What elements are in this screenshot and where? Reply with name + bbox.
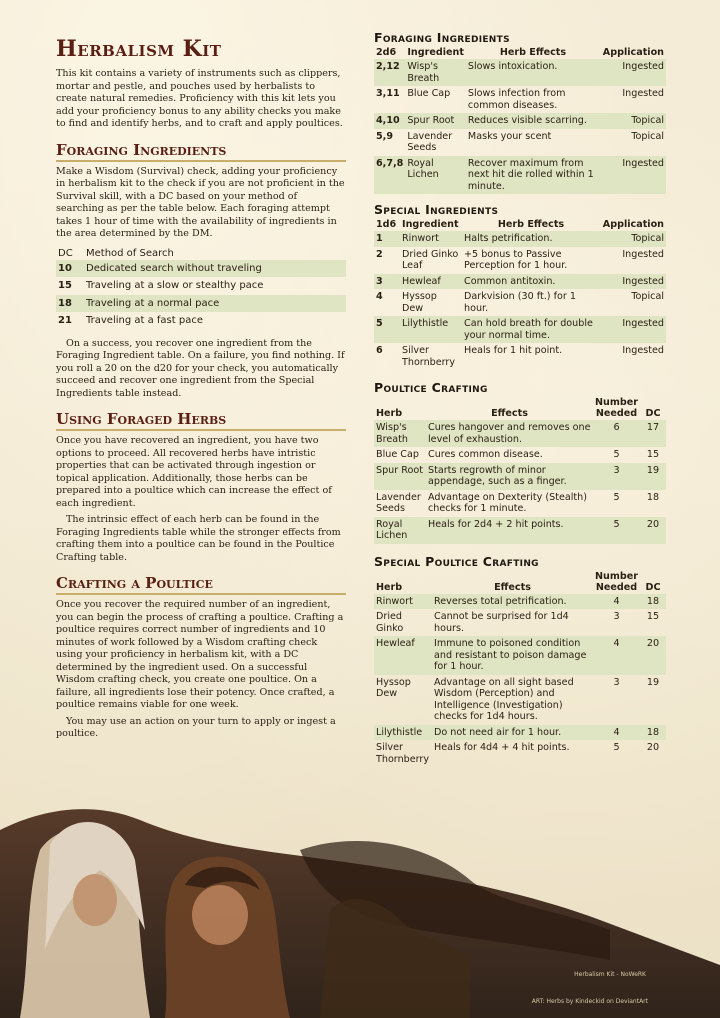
effect-cell: Common antitoxin.: [462, 274, 600, 290]
dc-value: 21: [58, 315, 72, 326]
effect-cell: Heals for 2d4 + 2 hit points.: [426, 517, 593, 544]
application-cell: Topical: [600, 113, 666, 129]
effect-cell: Cures hangover and removes one level of exhaustion.: [426, 420, 593, 447]
application-header: Application: [602, 219, 664, 230]
ingredient-cell: Lavender Seeds: [407, 130, 453, 153]
foraging-result-paragraph: On a success, you recover one ingredient from the Foraging Ingredient table. On a failure, you find nothing. If you roll a 20 on the d20 for your check, you automatically succeed and recover one ingredient from the Special Ingredients table instead.: [56, 337, 345, 399]
effect-cell: Starts regrowth of minor appendage, such as a finger.: [426, 463, 593, 490]
roll-cell: 6: [376, 345, 383, 356]
effects-header: Effects: [491, 408, 528, 419]
table-header-row: [374, 46, 666, 59]
effect-cell: Cures common disease.: [428, 449, 543, 460]
table-row: [374, 289, 666, 316]
number-cell: 3: [593, 463, 640, 490]
ingredient-cell: Hyssop Dew: [402, 291, 437, 314]
effect-cell: Immune to poisoned condition and resistant to poison damage for 1 hour.: [432, 636, 593, 675]
herb-cell: Lavender Seeds: [376, 491, 421, 514]
table-header-row: [374, 396, 666, 420]
art-credit: ART: Herbs by Kindeckid on DeviantArt: [531, 998, 648, 1005]
effects-header: Effects: [494, 581, 531, 593]
table-row: [56, 295, 346, 313]
effect-cell: Advantage on all sight based Wisdom (Perception) and Intelligence (Investigation) checks for 1d4 hours.: [434, 676, 574, 722]
crafting-paragraph-1: Once you recover the required number of an ingredient, you can begin the process of crafting a poultice. Crafting a poultice requires correct number of ingredients and 10 minutes of work followed by a Wisdom crafting check using your proficiency in herbalism kit, with a DC determined by the ingredient used. On a successful Wisdom crafting check, you create one poultice. On a failure, all ingredients lose their potency. Once crafted, a poultice remains viable for one week.: [56, 599, 344, 710]
roll-header: 1d6: [376, 219, 397, 230]
foraging-heading: Foraging Ingredients: [56, 141, 346, 162]
number-cell: 5: [613, 449, 620, 460]
table-row: [56, 277, 346, 295]
crafting-paragraph-2: You may use an action on your turn to apply or ingest a poultice.: [56, 715, 336, 739]
herb-cell: Dried Ginko: [376, 611, 404, 634]
table-header-row: [56, 247, 346, 260]
table-row: [56, 260, 346, 278]
effect-cell: Cannot be surprised for 1d4 hours.: [434, 611, 569, 634]
dc-value: 15: [58, 280, 72, 291]
application-cell: Ingested: [622, 345, 664, 356]
special-table-title: Special Ingredients: [374, 202, 499, 217]
ingredient-cell: Royal Lichen: [405, 156, 466, 195]
footer-label: Herbalism Kit - NoWeRK: [574, 971, 646, 978]
number-cell: 5: [593, 517, 640, 544]
table-row: [374, 129, 666, 156]
using-heading: Using Foraged Herbs: [56, 410, 346, 431]
roll-cell: 4,10: [374, 113, 405, 129]
ingredient-header: Ingredient: [402, 219, 459, 230]
effect-cell: Can hold breath for double your normal time.: [462, 316, 600, 343]
foraging-ingredients-table: [374, 46, 666, 194]
dc-cell: 20: [640, 517, 666, 544]
table-row: [374, 517, 666, 544]
application-cell: Topical: [631, 130, 664, 142]
ingredient-cell: Wisp's Breath: [405, 59, 466, 86]
table-row: [374, 156, 666, 195]
number-cell: 5: [613, 742, 620, 753]
using-paragraph-1: Once you have recovered an ingredient, you have two options to proceed. All recovered herbs have intristic properties that can be activated through ingestion or topical application. Additionally, those herbs can be prepared into a poultice which can increase the effect of each ingredient.: [56, 435, 332, 509]
effects-header: Herb Effects: [499, 47, 567, 58]
special-poultice-crafting-table: [374, 570, 666, 768]
roll-cell: 2: [376, 248, 383, 260]
method-value: Traveling at a normal pace: [84, 295, 346, 313]
herb-header: Herb: [376, 581, 403, 593]
effect-cell: Darkvision (30 ft.) for 1 hour.: [464, 291, 576, 314]
effect-cell: Slows infection from common diseases.: [467, 88, 566, 111]
left-column: [56, 36, 346, 745]
number-cell: 3: [613, 676, 620, 688]
application-cell: Topical: [600, 231, 666, 247]
table-row: [374, 316, 666, 343]
dc-cell: 20: [640, 636, 666, 675]
number-cell: 6: [593, 420, 640, 447]
roll-cell: 2,12: [374, 59, 405, 86]
application-cell: Ingested: [600, 316, 666, 343]
table-row: [374, 86, 666, 113]
table-row: [374, 59, 666, 86]
search-dc-table: [56, 247, 346, 330]
number-cell: 4: [593, 636, 640, 675]
dc-value: 10: [56, 260, 84, 278]
effect-cell: Do not need air for 1 hour.: [432, 725, 593, 741]
method-value: Traveling at a slow or stealthy pace: [86, 280, 264, 291]
ingredient-cell: Rinwort: [400, 231, 462, 247]
dc-header: DC: [645, 408, 661, 419]
roll-cell: 5: [374, 316, 400, 343]
application-cell: Ingested: [622, 88, 664, 99]
herb-cell: Hewleaf: [374, 636, 432, 675]
herb-cell: Spur Root: [374, 463, 426, 490]
dc-cell: 18: [646, 491, 660, 503]
application-cell: Ingested: [600, 156, 666, 195]
roll-cell: 1: [374, 231, 400, 247]
herb-cell: Silver Thornberry: [376, 742, 430, 765]
application-cell: Ingested: [600, 274, 666, 290]
effect-cell: Masks your scent: [467, 130, 552, 142]
roll-header: 2d6: [376, 47, 397, 58]
application-cell: Ingested: [622, 248, 664, 260]
effect-cell: Heals for 4d4 + 4 hit points.: [434, 742, 570, 753]
dc-value: 18: [56, 295, 84, 313]
method-header: Method of Search: [86, 247, 174, 259]
roll-cell: 6,7,8: [374, 156, 405, 195]
application-header: Application: [602, 47, 664, 58]
application-cell: Ingested: [600, 59, 666, 86]
effect-cell: Slows intoxication.: [466, 59, 600, 86]
effect-cell: Reverses total petrification.: [432, 594, 593, 610]
special-ingredients-table: [374, 218, 666, 370]
roll-cell: 3: [374, 274, 400, 290]
table-row: [374, 343, 666, 370]
number-cell: 3: [613, 611, 620, 622]
table-row: [56, 312, 346, 330]
effect-cell: Heals for 1 hit point.: [464, 345, 563, 356]
illustration-art: [0, 790, 720, 1018]
dc-header: DC: [645, 581, 661, 593]
poultice-crafting-table: [374, 396, 666, 544]
herb-header: Herb: [376, 408, 403, 419]
table-row: [374, 594, 666, 610]
ingredient-cell: Silver Thornberry: [402, 345, 456, 368]
roll-cell: 5,9: [376, 130, 393, 142]
table-row: [374, 420, 666, 447]
number-needed-header: Number Needed: [595, 570, 638, 593]
page-title: Herbalism Kit: [56, 36, 222, 62]
herb-cell: Lilythistle: [374, 725, 432, 741]
dc-cell: 20: [646, 742, 660, 753]
effect-cell: Halts petrification.: [462, 231, 600, 247]
herb-cell: Royal Lichen: [374, 517, 426, 544]
table-header-row: [374, 218, 666, 231]
table-row: [374, 725, 666, 741]
herb-cell: Hyssop Dew: [376, 676, 411, 699]
table-row: [374, 447, 666, 463]
number-cell: 5: [613, 491, 620, 503]
effects-header: Herb Effects: [497, 219, 565, 230]
table-row: [374, 636, 666, 675]
dc-cell: 19: [640, 463, 666, 490]
using-paragraph-2: The intrinsic effect of each herb can be found in the Foraging Ingredients table while the stronger effects from crafting them into a poultice can be found in the Poultice Crafting table.: [56, 514, 341, 563]
ingredient-header: Ingredient: [407, 47, 464, 58]
table-row: [374, 609, 666, 636]
dc-cell: 17: [640, 420, 666, 447]
effect-cell: Recover maximum from next hit die rolled within 1 minute.: [466, 156, 600, 195]
dc-cell: 15: [646, 611, 660, 622]
herb-cell: Rinwort: [374, 594, 432, 610]
table-row: [374, 113, 666, 129]
ingredient-cell: Hewleaf: [400, 274, 462, 290]
table-row: [374, 247, 666, 274]
intro-paragraph: This kit contains a variety of instruments such as clippers, mortar and pestle, and pouches used by herbalists to create natural remedies. Proficiency with this kit lets you add your proficiency bonus to any ability checks you make to find and identify herbs, and to craft and apply poultices.: [56, 68, 343, 129]
ingredient-cell: Lilythistle: [400, 316, 462, 343]
crafting-heading: Crafting a Poultice: [56, 574, 346, 595]
dc-cell: 15: [646, 449, 660, 460]
dc-cell: 18: [640, 725, 666, 741]
table-header-row: [374, 570, 666, 594]
roll-cell: 4: [376, 291, 383, 302]
number-needed-header: Number Needed: [595, 397, 638, 419]
table-row: [374, 675, 666, 725]
right-column: [374, 30, 666, 767]
effect-cell: Reduces visible scarring.: [466, 113, 600, 129]
table-row: [374, 274, 666, 290]
dc-header: DC: [58, 247, 73, 259]
number-cell: 4: [593, 725, 640, 741]
table-row: [374, 740, 666, 767]
herb-cell: Blue Cap: [376, 449, 419, 460]
application-cell: Topical: [631, 291, 664, 302]
special-poultice-table-title: Special Poultice Crafting: [374, 553, 539, 569]
poultice-table-title: Poultice Crafting: [374, 380, 488, 395]
herb-cell: Wisp's Breath: [374, 420, 426, 447]
effect-cell: Advantage on Dexterity (Stealth) checks for 1 minute.: [428, 491, 587, 514]
roll-cell: 3,11: [376, 88, 400, 99]
dc-cell: 19: [646, 676, 660, 688]
table-row: [374, 231, 666, 247]
method-value: Traveling at a fast pace: [86, 315, 203, 326]
dc-cell: 18: [640, 594, 666, 610]
table-row: [374, 463, 666, 490]
ingredient-cell: Dried Ginko Leaf: [402, 248, 459, 271]
foraging-table-title: Foraging Ingredients: [374, 30, 510, 45]
table-row: [374, 490, 666, 517]
method-value: Dedicated search without traveling: [84, 260, 346, 278]
number-cell: 4: [593, 594, 640, 610]
ingredient-cell: Spur Root: [405, 113, 466, 129]
ingredient-cell: Blue Cap: [407, 88, 451, 99]
foraging-paragraph: Make a Wisdom (Survival) check, adding your proficiency in herbalism kit to the check if you are not proficient in the Survival skill, with a DC based on your method of searching as per the table below. Each foraging attempt takes 1 hour of time with the availability of ingredients in the area determined by the DM.: [56, 165, 345, 239]
effect-cell: +5 bonus to Passive Perception for 1 hour.: [464, 248, 568, 271]
